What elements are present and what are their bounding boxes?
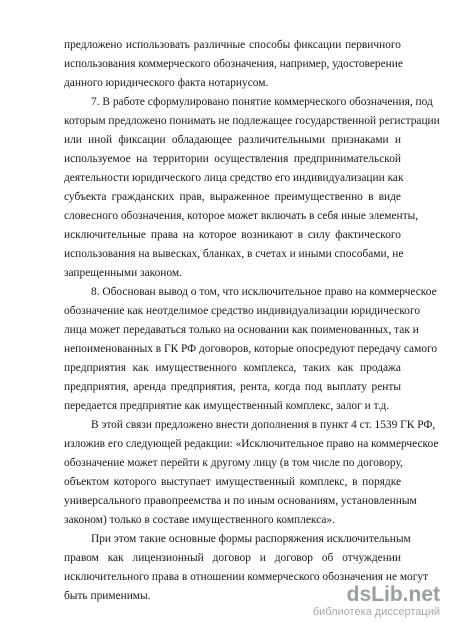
text-line: словесного обозначения, которое может включать в себя иные элементы, xyxy=(64,210,419,222)
text-line: быть применимы. xyxy=(64,590,151,602)
text-line: лица может передаваться только на основании как поименованных, так и xyxy=(64,324,419,336)
watermark-logo: dsLib.net xyxy=(346,583,440,606)
text-line: В этой связи предложено внести дополнения в пункт 4 ст. 1539 ГК РФ, xyxy=(91,419,436,431)
text-line: использования на вывесках, бланках, в счетах и иными способами, не xyxy=(64,248,404,260)
text-line: объектом которого выступает имущественный комплекс, в порядке xyxy=(64,476,401,488)
text-line: законом) только в составе имущественного комплекса». xyxy=(64,514,335,526)
text-line: передается предприятие как имущественный комплекс, залог и т.д. xyxy=(64,400,390,412)
text-line: использования коммерческого обозначения, например, удостоверение xyxy=(64,58,403,70)
text-line: данного юридического факта нотариусом. xyxy=(64,77,269,89)
watermark xyxy=(313,584,440,619)
text-line: 7. В работе сформулировано понятие коммерческого обозначения, под xyxy=(91,96,433,108)
text-line: непоименованных в ГК РФ договоров, которые опосредуют передачу самого xyxy=(64,343,438,355)
text-line: правом как лицензионный договор и договор об отчуждении xyxy=(64,552,401,564)
text-line: используемое на территории осуществления предпринимательской xyxy=(64,153,401,165)
text-line: универсального правопреемства и по иным основаниям, установленным xyxy=(64,495,417,507)
text-line: предприятия, аренда предприятия, рента, когда под выплату ренты xyxy=(64,381,401,393)
text-line: предложено использовать различные способы фиксации первичного xyxy=(64,39,401,51)
text-line: или иной фиксации обладающее различительными признаками и xyxy=(64,134,401,146)
text-line: исключительные права на которое возникают в силу фактического xyxy=(64,229,401,241)
watermark-subtitle: библиотека диссертаций xyxy=(312,606,440,618)
text-line: которым предложено понимать не подлежащее государственной регистрации xyxy=(64,115,440,127)
text-line: субъекта гражданских прав, выраженное преимущественно в виде xyxy=(64,191,401,203)
text-line: изложив его следующей редакции: «Исключительное право на коммерческое xyxy=(64,438,439,450)
text-line: При этом такие основные формы распоряжения исключительным xyxy=(91,533,411,545)
text-line: 8. Обоснован вывод о том, что исключительное право на коммерческое xyxy=(91,286,437,298)
text-line: деятельности юридического лица средство его индивидуализации как xyxy=(64,172,404,184)
text-line: обозначение как неотделимое средство индивидуализации юридического xyxy=(64,305,421,317)
text-line: обозначение может перейти к другому лицу (в том числе по договору, xyxy=(64,457,403,469)
text-line: запрещенными законом. xyxy=(64,267,182,279)
text-line: предприятия как имущественного комплекса, таких как продажа xyxy=(64,362,401,374)
text-line: исключительного права в отношении коммерческого обозначения не могут xyxy=(64,571,429,583)
